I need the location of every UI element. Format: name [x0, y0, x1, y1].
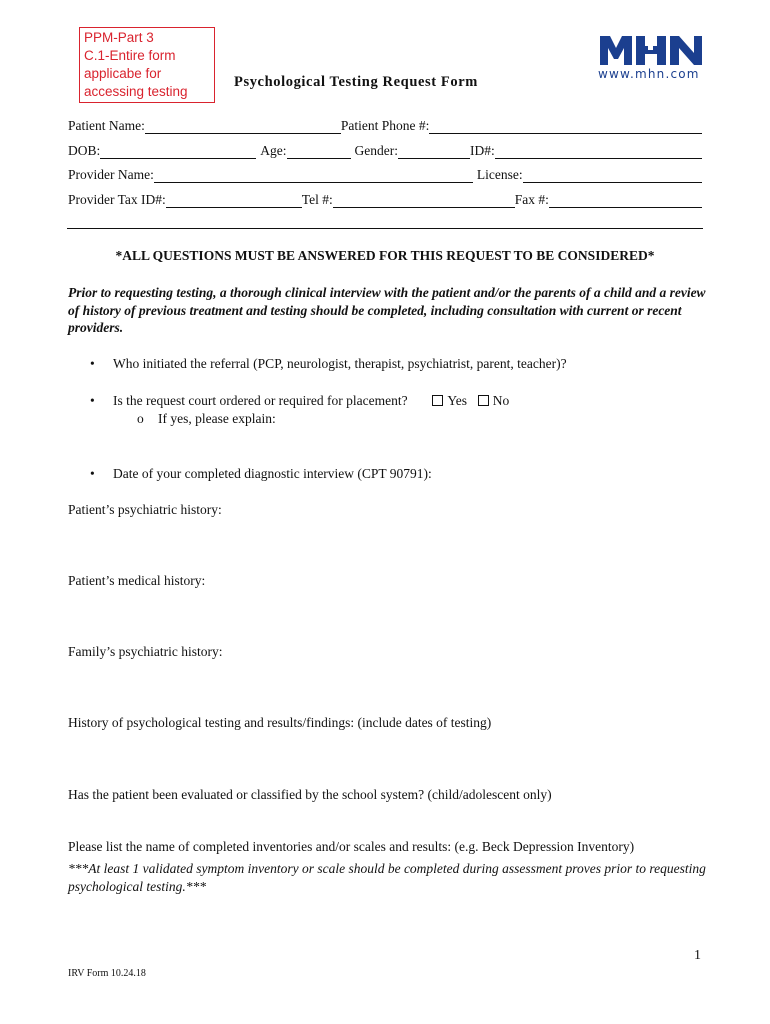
tax-id-field[interactable] [166, 193, 302, 208]
page-number: 1 [694, 948, 701, 963]
provider-row [68, 165, 702, 183]
medical-history-question: Patient’s medical history: [68, 573, 206, 588]
demographics-row [68, 141, 702, 159]
explain-subitem [137, 411, 276, 427]
interview-date-text: Date of your completed diagnostic interview (CPT 90791): [113, 466, 432, 481]
stamp-line: applicabe for [84, 66, 162, 81]
tel-field[interactable] [333, 193, 515, 208]
gender-label: Gender: [354, 143, 398, 158]
no-label: No [492, 393, 510, 408]
bullet-dot: • [90, 466, 95, 481]
id-label: ID#: [470, 143, 495, 158]
dob-label: DOB: [68, 143, 101, 158]
school-question: Has the patient been evaluated or classified by the school system? (child/adolescent only) [68, 787, 552, 802]
testing-history-question: History of psychological testing and results/findings: (include dates of testing) [68, 715, 492, 730]
court-text: Is the request court ordered or required for placement? [113, 393, 408, 408]
yes-checkbox[interactable] [432, 395, 443, 406]
bullet-dot: • [90, 356, 95, 371]
sub-bullet: o [137, 411, 144, 426]
family-history-question: Family’s psychiatric history: [68, 644, 223, 659]
required-notice: *ALL QUESTIONS MUST BE ANSWERED FOR THIS REQUEST TO BE CONSIDERED* [115, 248, 655, 263]
explain-text: If yes, please explain: [158, 411, 276, 426]
patient-name-field[interactable] [145, 119, 341, 134]
gender-field[interactable] [398, 144, 470, 159]
age-field[interactable] [287, 144, 351, 159]
license-label: License: [476, 167, 523, 182]
inventory-note: ***At least 1 validated symptom inventory or scale should be completed during assessment proves prior to requesting psychological testing.*** [68, 861, 706, 894]
provider-contact-row [68, 190, 702, 208]
mhn-logo [598, 34, 720, 81]
age-label: Age: [260, 143, 287, 158]
fax-field[interactable] [549, 193, 702, 208]
dob-field[interactable] [100, 144, 256, 159]
referral-text: Who initiated the referral (PCP, neurologist, therapist, psychiatrist, parent, teacher)? [113, 356, 567, 371]
tel-label: Tel #: [301, 192, 333, 207]
stamp-line: C.1-Entire form [84, 48, 176, 63]
provider-name-label: Provider Name: [68, 167, 154, 182]
psychiatric-history-question: Patient’s psychiatric history: [68, 502, 222, 517]
referral-question [90, 356, 567, 372]
stamp-line: accessing testing [84, 84, 188, 99]
provider-name-field[interactable] [154, 168, 473, 183]
ppm-stamp [79, 27, 215, 103]
fax-label: Fax #: [514, 192, 549, 207]
bullet-dot: • [90, 393, 95, 408]
intro-paragraph: Prior to requesting testing, a thorough clinical interview with the patient and/or the parents of a child and a review of history of previous treatment and testing should be completed, including consultation with current or recent providers. [68, 285, 706, 335]
license-field[interactable] [523, 168, 702, 183]
form-footer: IRV Form 10.24.18 [68, 968, 146, 979]
logo-url: www.mhn.com [598, 67, 700, 81]
patient-row [68, 116, 702, 134]
stamp-line: PPM-Part 3 [84, 30, 154, 45]
patient-name-label: Patient Name: [68, 118, 145, 133]
section-divider [67, 228, 703, 229]
yes-label: Yes [447, 393, 468, 408]
court-question [90, 393, 509, 409]
interview-date-question [90, 466, 432, 482]
tax-id-label: Provider Tax ID#: [68, 192, 166, 207]
id-field[interactable] [495, 144, 702, 159]
patient-phone-label: Patient Phone #: [340, 118, 430, 133]
mhn-logo-mark [598, 34, 720, 66]
form-title: Psychological Testing Request Form [234, 74, 478, 90]
patient-phone-field[interactable] [429, 119, 702, 134]
inventories-question: Please list the name of completed inventories and/or scales and results: (e.g. Beck Depression Inventory) [68, 839, 635, 854]
no-checkbox[interactable] [478, 395, 489, 406]
